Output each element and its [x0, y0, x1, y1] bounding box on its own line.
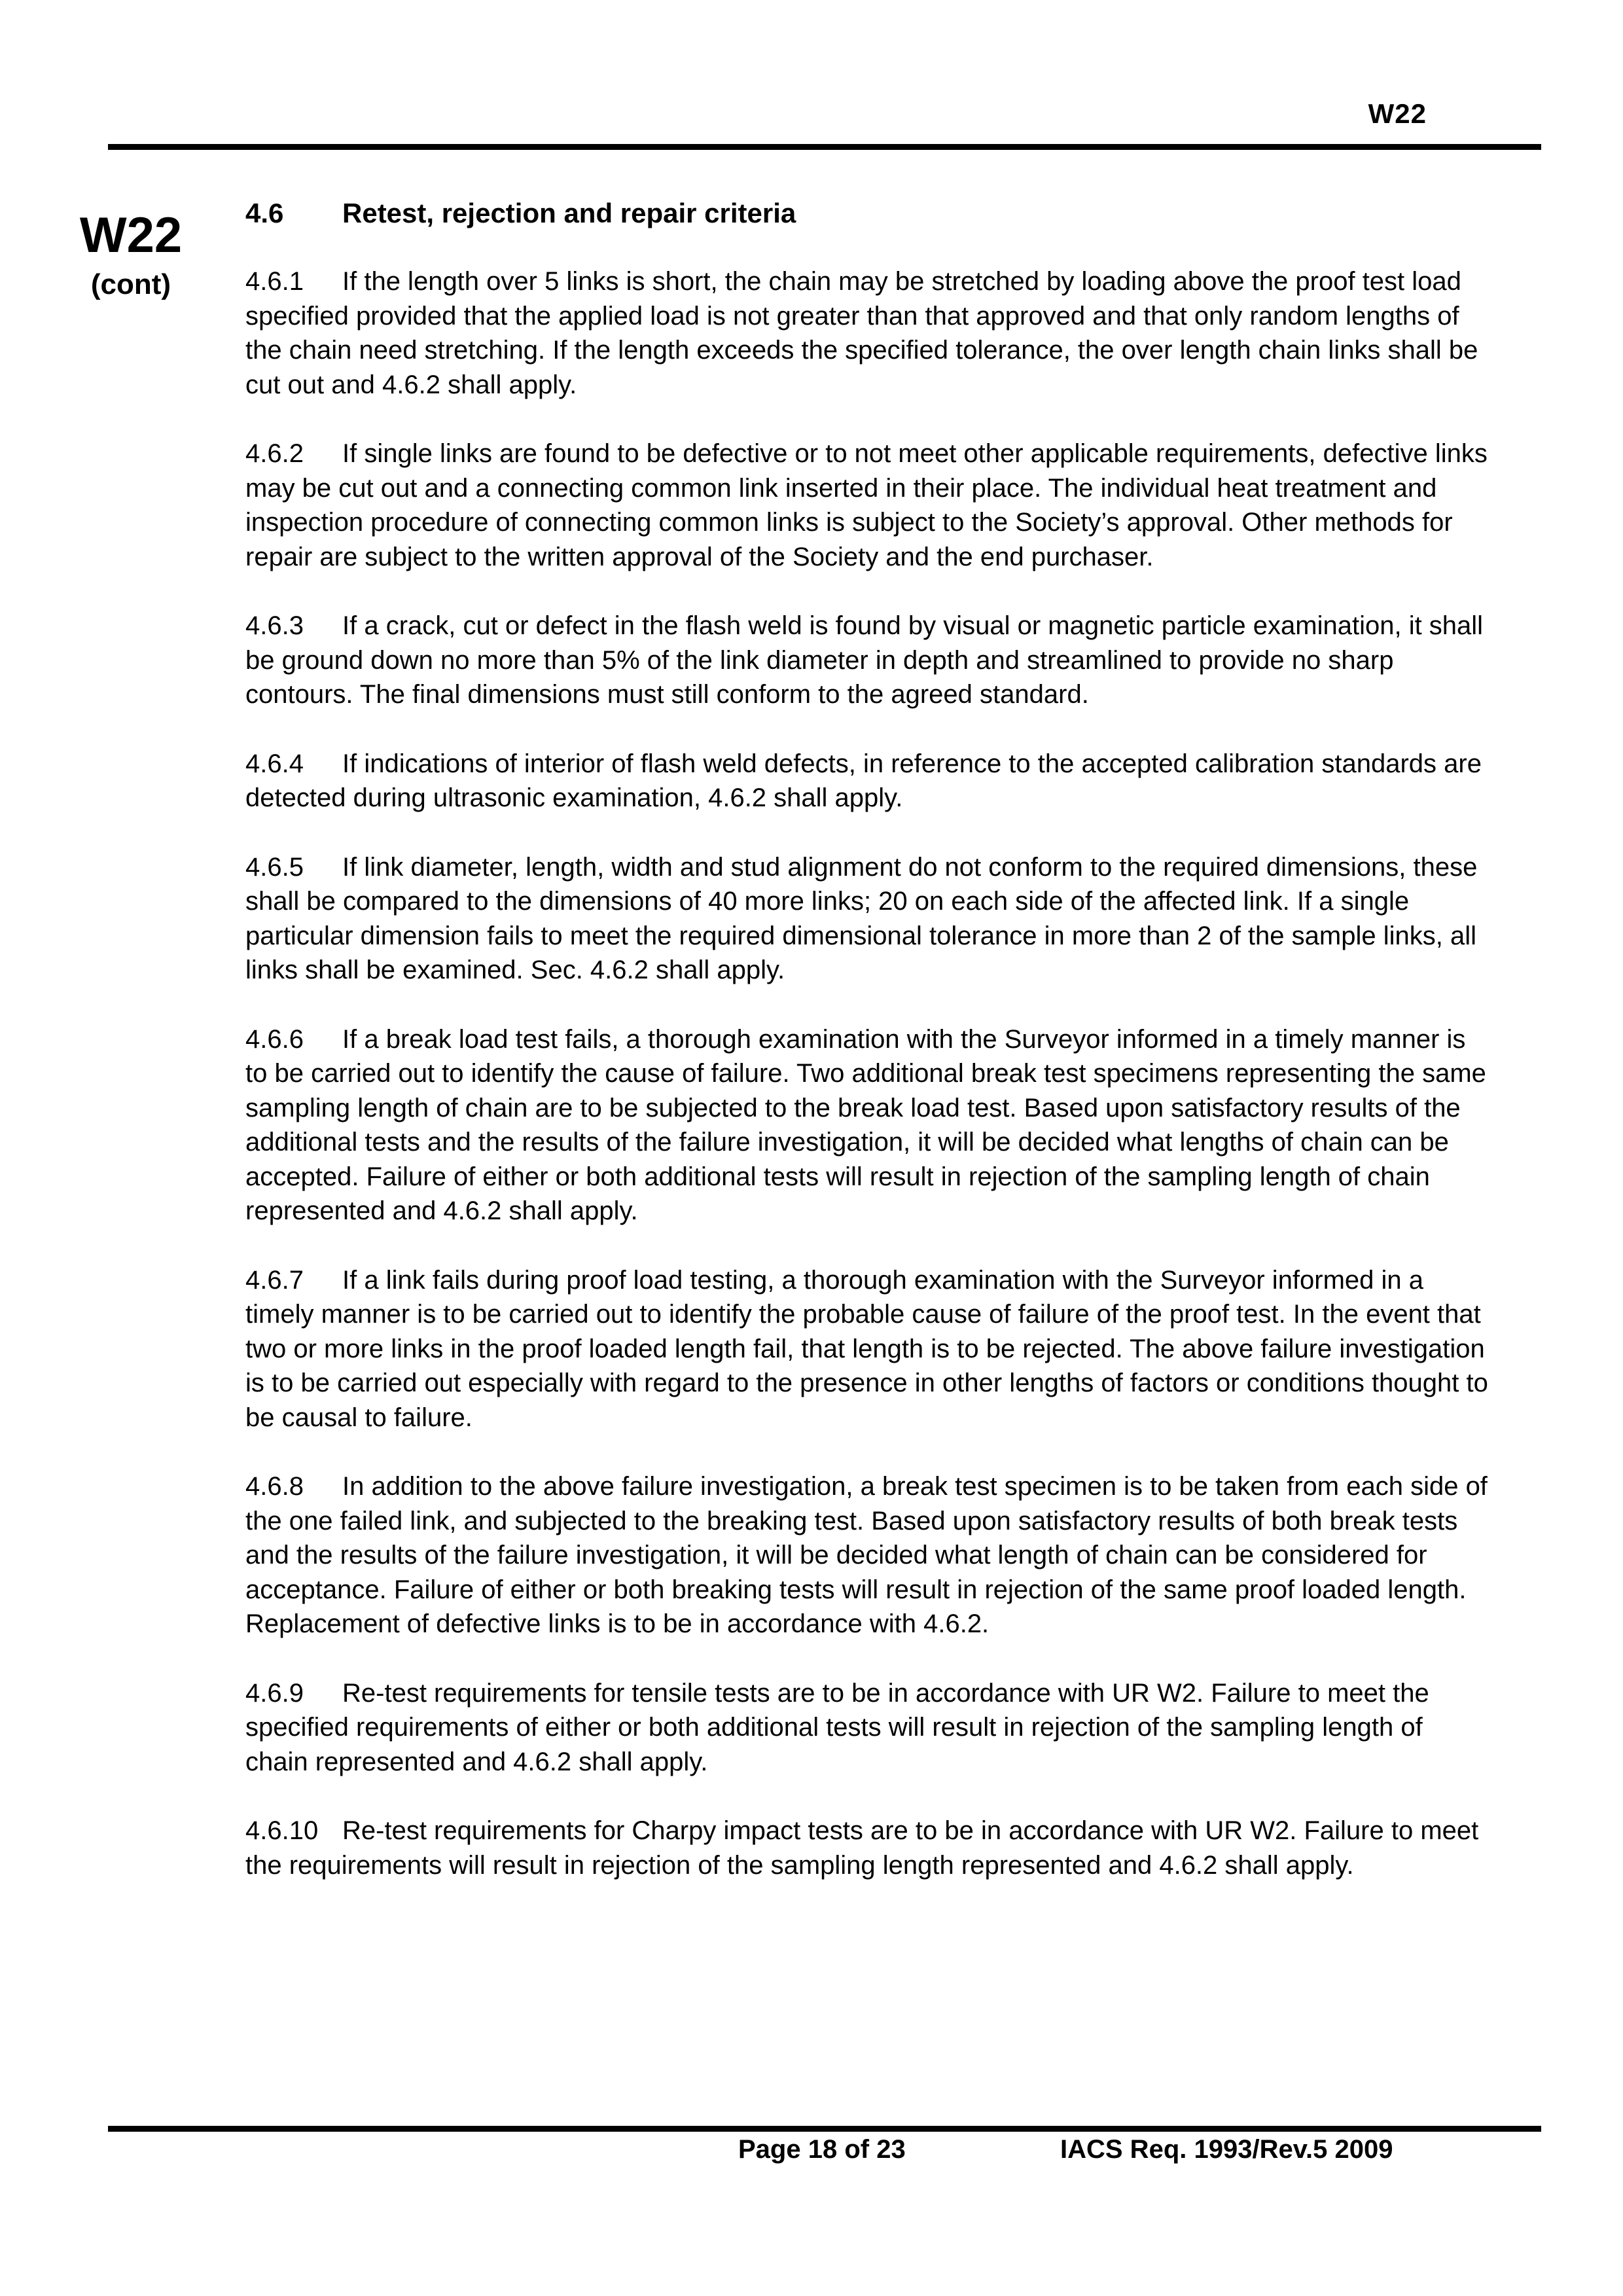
paragraph-text: If indications of interior of flash weld defects, in reference to the accepted calibration standards are detected during ultrasonic examination, 4.6.2 shall apply. — [245, 749, 1482, 812]
paragraph-number: 4.6.10 — [245, 1816, 319, 1845]
paragraph-text: If a break load test fails, a thorough examination with the Surveyor informed in a timely manner is to be carried out to identify the cause of failure. Two additional break test specimens representing the same sampling length of chain are to be subjected to the break load test. Based upon satisfactory results of the additional tests and the results of the failure investigation, it will be decided what lengths of chain can be accepted. Failure of either or both additional tests will result in rejection of the sampling length of chain represented and 4.6.2 shall apply. — [245, 1024, 1486, 1225]
document-reference: IACS Req. 1993/Rev.5 2009 — [1060, 2135, 1393, 2164]
paragraph-text: If single links are found to be defective or to not meet other applicable requirements, defective links may be cut out and a connecting common link inserted in their place. The individual heat treatment and inspection procedure of connecting common links is subject to the Society’s approval. Other methods for repair are subject to the written approval of the Society and the end purchaser. — [245, 439, 1488, 571]
paragraph-4-6-4 — [245, 747, 1489, 816]
side-document-code: W22 — [79, 207, 183, 263]
side-continued-label: (cont) — [90, 268, 171, 300]
paragraph-text: If link diameter, length, width and stud alignment do not conform to the required dimensions, these shall be compared to the dimensions of 40 more links; 20 on each side of the affected link. If a single particular dimension fails to meet the required dimensional tolerance in more than 2 of the sample links, all links shall be examined. Sec. 4.6.2 shall apply. — [245, 852, 1478, 984]
paragraph-number: 4.6.9 — [245, 1678, 304, 1708]
paragraph-4-6-5 — [245, 850, 1489, 988]
paragraph-text: Re-test requirements for tensile tests are to be in accordance with UR W2. Failure to meet the specified requirements of either or both additional tests will result in rejection of the sampling length of chain represented and 4.6.2 shall apply. — [245, 1678, 1429, 1776]
paragraph-text: If the length over 5 links is short, the chain may be stretched by loading above the proof test load specified provided that the applied load is not greater than that approved and that only random lengths of the chain need stretching. If the length exceeds the specified tolerance, the over length chain links shall be cut out and 4.6.2 shall apply. — [245, 267, 1478, 399]
paragraph-text: If a crack, cut or defect in the flash weld is found by visual or magnetic particle examination, it shall be ground down no more than 5% of the link diameter in depth and streamlined to provide no sharp contours. The final dimensions must still conform to the agreed standard. — [245, 611, 1484, 709]
paragraph-4-6-8 — [245, 1469, 1489, 1641]
paragraph-number: 4.6.3 — [245, 611, 304, 640]
header-rule — [108, 144, 1541, 150]
main-content — [245, 194, 1489, 1917]
paragraph-4-6-3 — [245, 609, 1489, 712]
section-title: Retest, rejection and repair criteria — [342, 198, 796, 228]
paragraph-number: 4.6.4 — [245, 749, 304, 778]
paragraph-number: 4.6.1 — [245, 267, 304, 296]
paragraph-4-6-7 — [245, 1263, 1489, 1435]
footer-rule — [108, 2126, 1541, 2132]
paragraph-number: 4.6.6 — [245, 1024, 304, 1054]
section-number: 4.6 — [245, 198, 284, 228]
paragraph-number: 4.6.7 — [245, 1265, 304, 1295]
paragraph-number: 4.6.2 — [245, 439, 304, 468]
paragraph-4-6-10 — [245, 1814, 1489, 1882]
header-document-code: W22 — [1368, 98, 1427, 129]
section-heading — [245, 194, 1489, 233]
paragraph-text: Re-test requirements for Charpy impact tests are to be in accordance with UR W2. Failure to meet the requirements will result in rejection of the sampling length represented and 4.6.2 shall apply. — [245, 1816, 1479, 1880]
paragraph-4-6-1 — [245, 264, 1489, 402]
paragraph-4-6-6 — [245, 1022, 1489, 1229]
paragraph-number: 4.6.8 — [245, 1472, 304, 1501]
paragraph-4-6-9 — [245, 1676, 1489, 1780]
paragraph-text: If a link fails during proof load testing, a thorough examination with the Surveyor informed in a timely manner is to be carried out to identify the probable cause of failure of the proof test. In the event that two or more links in the proof loaded length fail, that length is to be rejected. The above failure investigation is to be carried out especially with regard to the presence in other lengths of factors or conditions thought to be causal to failure. — [245, 1265, 1488, 1432]
paragraph-4-6-2 — [245, 437, 1489, 574]
paragraph-text: In addition to the above failure investigation, a break test specimen is to be taken from each side of the one failed link, and subjected to the breaking test. Based upon satisfactory results of both break tests and the results of the failure investigation, it will be decided what length of chain can be considered for acceptance. Failure of either or both breaking tests will result in rejection of the same proof loaded length. Replacement of defective links is to be in accordance with 4.6.2. — [245, 1472, 1488, 1638]
paragraph-number: 4.6.5 — [245, 852, 304, 882]
page-number: Page 18 of 23 — [738, 2135, 906, 2164]
